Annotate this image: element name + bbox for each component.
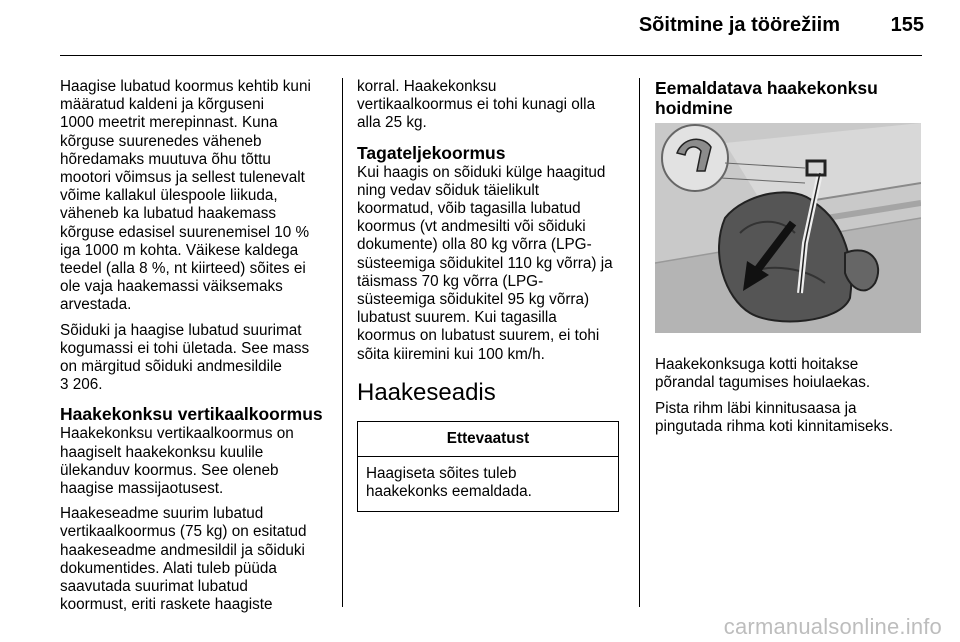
paragraph-altitude: Haagise lubatud koormus kehtib kuni määratud kaldeni ja kõrguseni 1000 meetrit merepinnast. Kuna kõrguse suurenedes väheneb hõredamaks muutuva õhu tõttu mootori võimsus ja sellest tulenevalt võime kallakul ülespoole liikuda, väheneb ka lubatud haakemass kõrguse edasisel suurenemisel 10 % iga 1000 m kohta. Väikese kaldega teedel (alla 8 %, nt kiirteed) sõites ei ole vaja haakemassi väiksemaks arvestada. <box>60 78 311 314</box>
caution-box <box>357 421 619 512</box>
paragraph-bag-storage: Haakekonksuga kotti hoitakse põrandal tagumises hoiulaekas. <box>655 356 871 392</box>
paragraph-vertical-load: Haakekonksu vertikaalkoormus on haagiselt haakekonksu kuulile ülekanduv koormus. See oleneb haagise massijaotusest. <box>60 425 294 498</box>
caution-text: Haagiseta sõites tuleb haakekonks eemaldada. <box>366 464 532 501</box>
paragraph-strap: Pista rihm läbi kinnitusaasa ja pingutada rihma koti kinnitamiseks. <box>655 399 894 435</box>
caution-title: Ettevaatust <box>358 422 618 457</box>
paragraph-vertical-load-cont: korral. Haakekonksu vertikaalkoormus ei tohi kunagi olla alla 25 kg. <box>357 78 596 132</box>
column-1 <box>60 78 326 621</box>
paragraph-rear-axle-load: Kui haagis on sõiduki külge haagitud ning vedav sõiduk täielikult koormatud, võib tagasilla lubatud koormus (vt andmesilti või sõiduki dokumente) olla 80 kg võrra (LPG- süsteemiga sõidukitel 110 kg võrra) ja täismass 70 kg võrra (LPG- süsteemiga sõidukitel 95 kg võrra) lubatust suurem. Kui tagasilla koormus on lubatust suurem, ei tohi sõita kiiremini kui 100 km/h. <box>357 163 613 363</box>
paragraph-gross-mass: Sõiduki ja haagise lubatud suurimat kogumassi ei tohi ületada. See mass on märgitud sõiduki andmesildile 3 206. <box>60 321 310 394</box>
page-number: 155 <box>890 14 924 36</box>
heading-towing-equipment: Haakeseadis <box>357 378 496 406</box>
watermark: carmanualsonline.info <box>723 614 942 639</box>
column-2 <box>357 78 625 512</box>
paragraph-max-vertical-load: Haakeseadme suurim lubatud vertikaalkoormus (75 kg) on esitatud haakeseadme andmesildil ja sõiduki dokumentides. Alati tuleb püüda saavutada suurimat lubatud koormust, eriti raskete haagiste <box>60 505 307 614</box>
heading-vertical-load: Haakekonksu vertikaalkoormus <box>60 404 323 425</box>
column-divider-2 <box>639 78 640 607</box>
heading-storage: Eemaldatava haakekonksu hoidmine <box>655 78 878 118</box>
towbar-bag-illustration <box>655 123 921 333</box>
page-header <box>0 0 960 60</box>
heading-rear-axle-load: Tagateljekoormus <box>357 142 506 163</box>
column-divider-1 <box>342 78 343 607</box>
chapter-title: Sõitmine ja töörežiim <box>638 14 840 36</box>
header-divider <box>60 55 922 56</box>
column-3 <box>655 78 921 443</box>
